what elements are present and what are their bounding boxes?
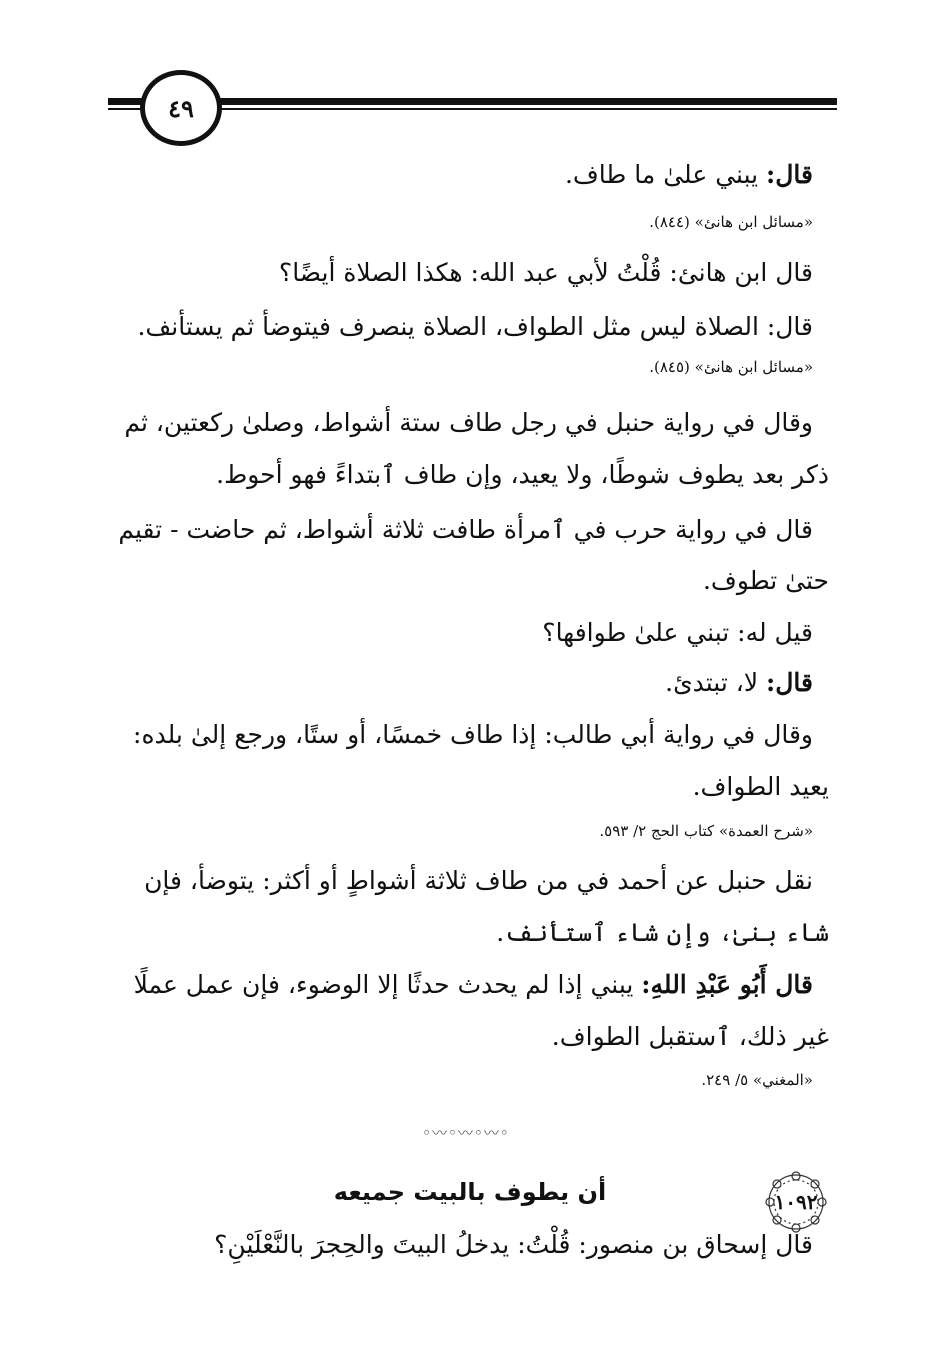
text-line: قال في رواية حرب في ٱمرأة طافت ثلاثة أشواط، ثم حاضت - تقيم [118, 515, 813, 544]
citation: «المغني» ٥/ ٢٤٩. [701, 1071, 813, 1089]
line-text: لا، تبتدئ. [665, 668, 767, 697]
text-line: ذكر بعد يطوف شوطًا، ولا يعيد، وإن طاف ٱبتداءً فهو أحوط. [216, 460, 829, 489]
speaker-label: قال: [766, 160, 813, 189]
citation: «شرح العمدة» كتاب الحج ٢/ ٥٩٣. [599, 822, 813, 840]
text-line: قال ابن هانئ: قُلْتُ لأبي عبد الله: هكذا الصلاة أيضًا؟ [278, 258, 813, 287]
line-text: يبني إذا لم يحدث حدثًا إلا الوضوء، فإن عمل عملًا [133, 970, 642, 999]
text-line: قال إسحاق بن منصور: قُلْتُ: يدخلُ البيتَ والحِجرَ بالنَّعْلَيْنِ؟ [214, 1230, 813, 1259]
text-line [665, 668, 813, 697]
text-line: نقل حنبل عن أحمد في من طاف ثلاثة أشواطٍ أو أكثر: يتوضأ، فإن [144, 866, 813, 895]
page-number: ٤٩ [140, 70, 222, 146]
issue-number-badge [760, 1170, 832, 1234]
text-line [134, 970, 813, 999]
text-line: شاء بنىٰ، وإن شاء ٱستأنف. [496, 918, 829, 947]
speaker-label: قال: [766, 668, 813, 697]
text-line [565, 160, 813, 189]
text-line: وقال في رواية أبي طالب: إذا طاف خمسًا، أو ستًا، ورجع إلىٰ بلده: [133, 720, 813, 749]
text-line: قال: الصلاة ليس مثل الطواف، الصلاة ينصرف فيتوضأ ثم يستأنف. [137, 312, 813, 341]
text-line: يعيد الطواف. [692, 772, 829, 801]
section-title: أن يطوف بالبيت جميعه [333, 1178, 607, 1206]
citation: «مسائل ابن هانئ» (٨٤٤). [649, 213, 813, 231]
speaker-label: قال أَبُو عَبْدِ اللهِ: [641, 970, 813, 999]
section-divider-ornament: ◦〰◦〰◦〰◦ [422, 1124, 510, 1142]
line-text: يبني علىٰ ما طاف. [564, 160, 767, 189]
citation: «مسائل ابن هانئ» (٨٤٥). [649, 358, 813, 376]
issue-number: ١٠٩٢ [774, 1190, 818, 1214]
text-line: قيل له: تبني علىٰ طوافها؟ [542, 618, 813, 647]
text-line: وقال في رواية حنبل في رجل طاف ستة أشواط، وصلىٰ ركعتين، ثم [124, 408, 813, 437]
text-line: حتىٰ تطوف. [702, 566, 829, 595]
text-line: غير ذلك، ٱستقبل الطواف. [551, 1022, 829, 1051]
